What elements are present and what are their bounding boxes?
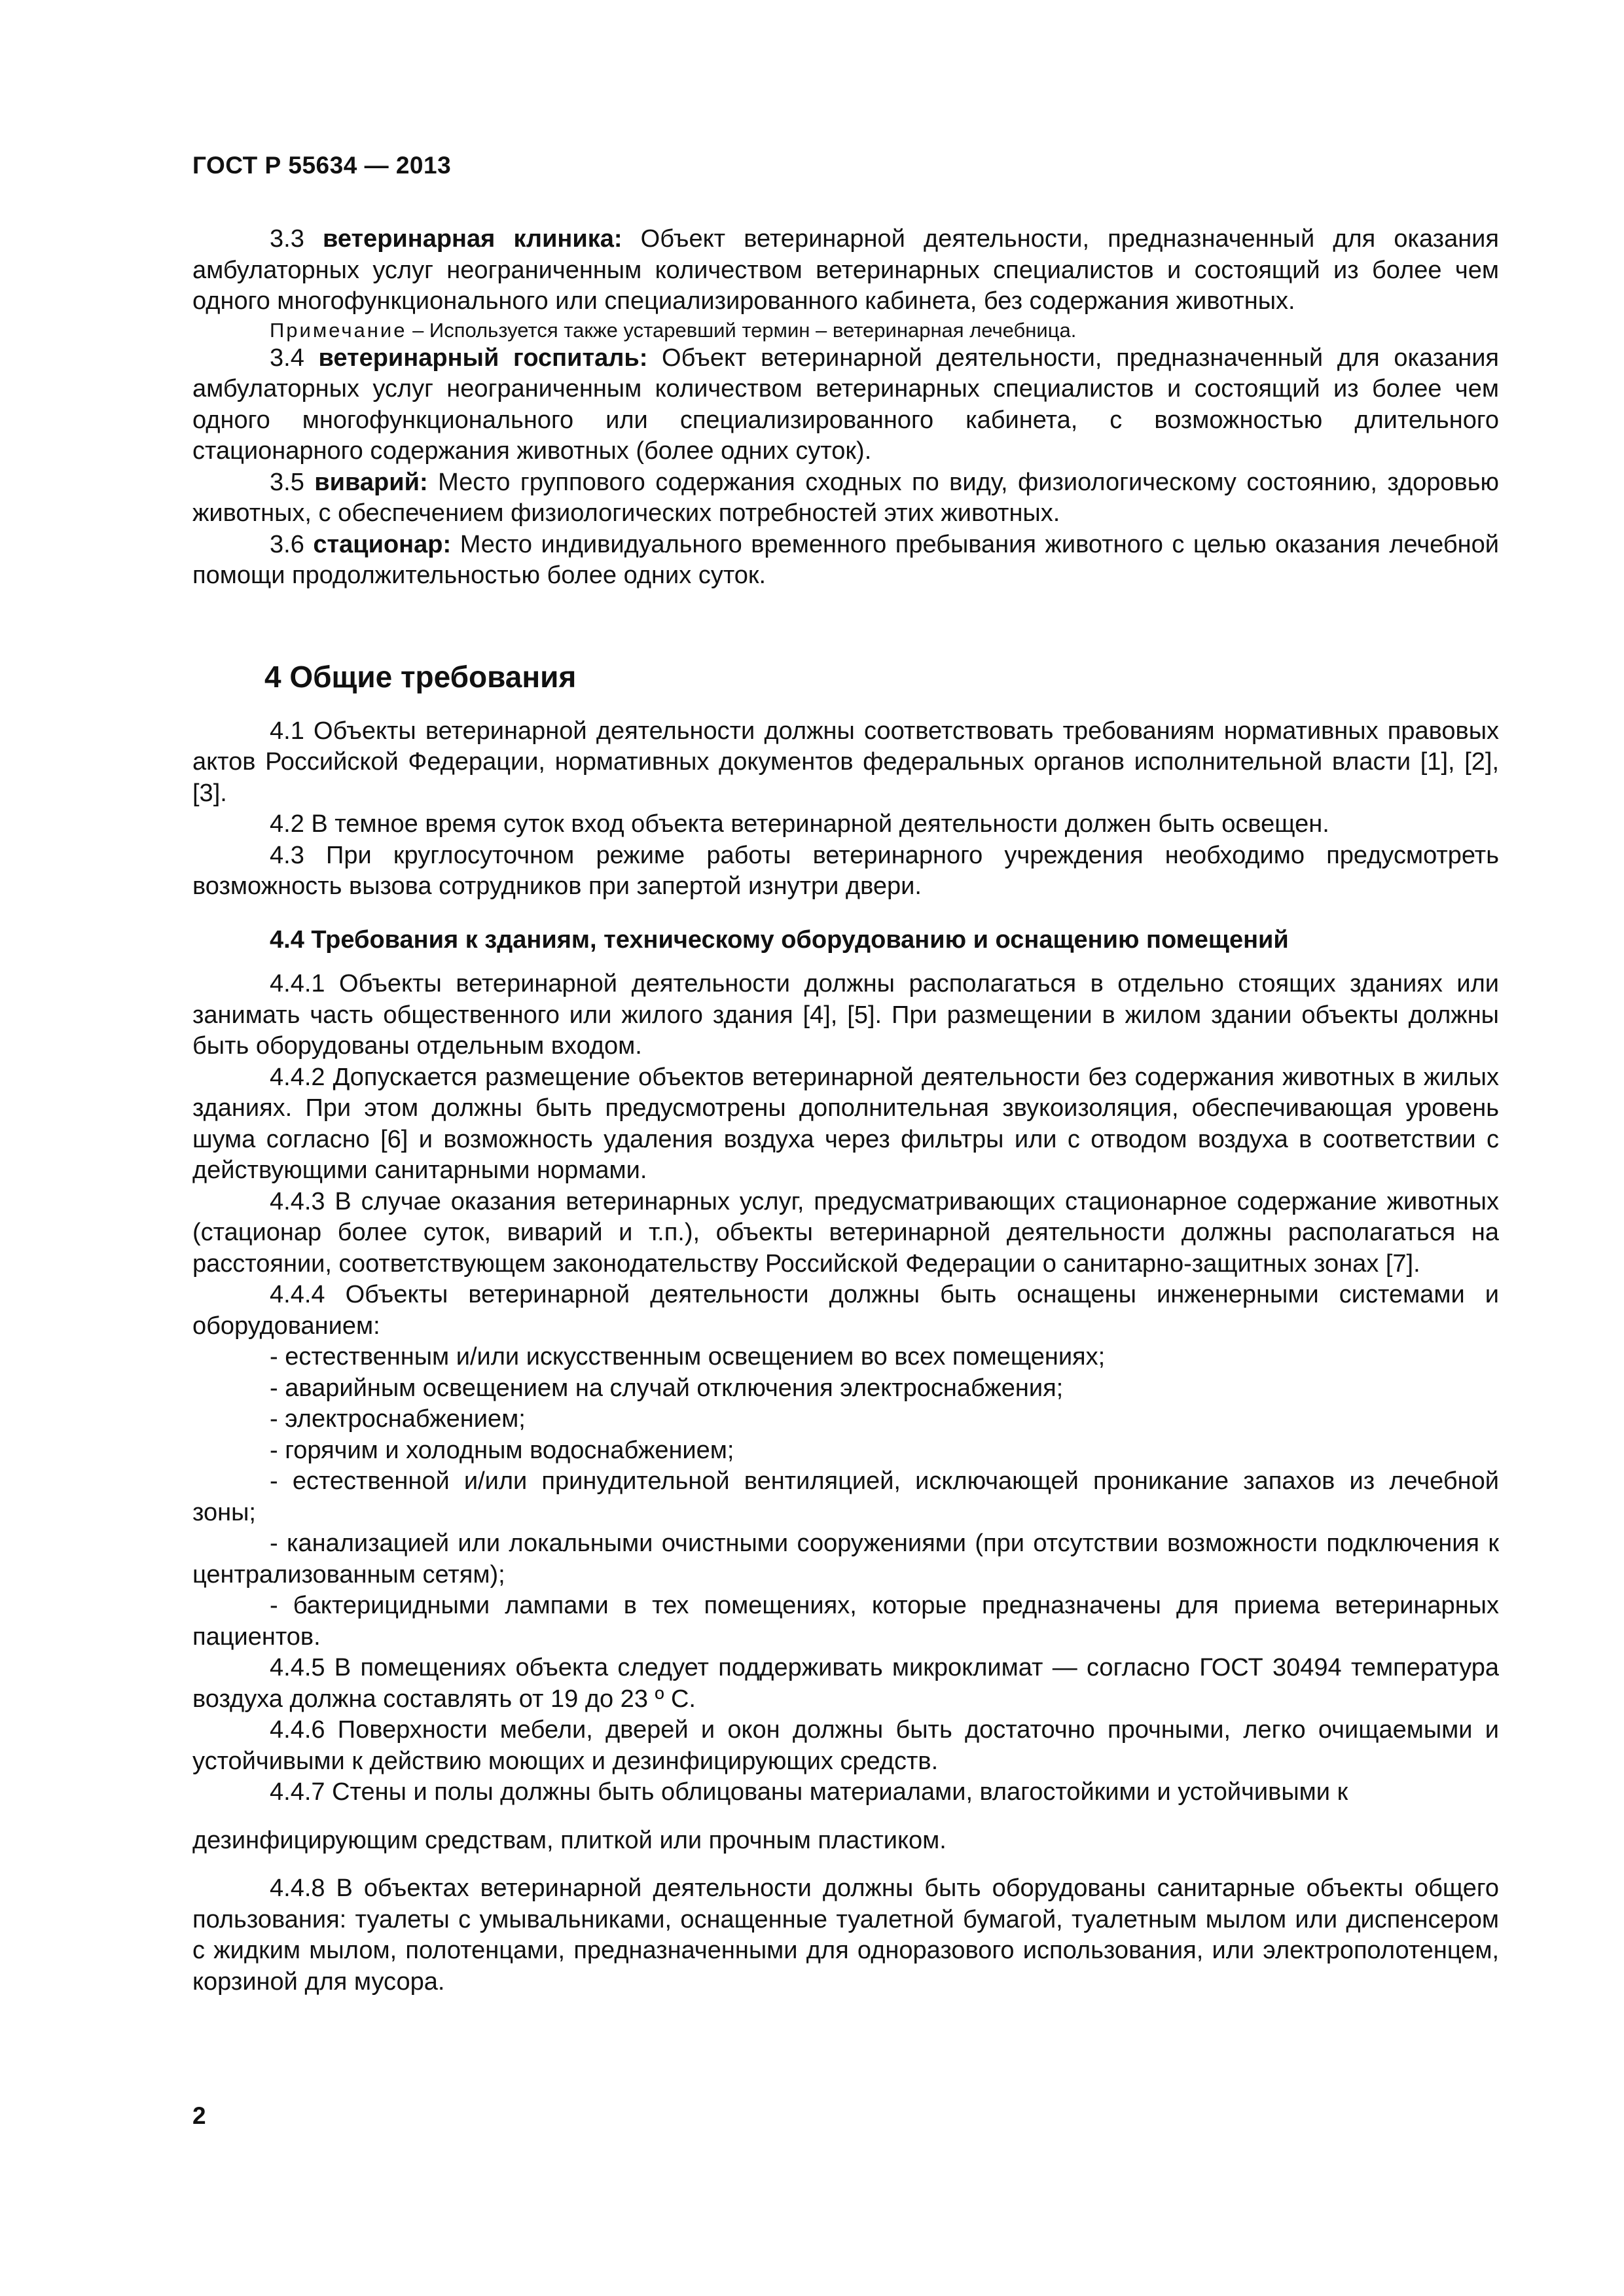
list-item: - горячим и холодным водоснабжением; [270,1436,734,1464]
definition-3-6 [192,529,1499,592]
definition-number: 3.4 [270,344,304,372]
definition-number: 3.5 [270,468,304,496]
subsection-4-4-title: 4.4 Требования к зданиям, техническому оборудованию и оснащению помещений [270,925,1289,954]
document-header: ГОСТ Р 55634 — 2013 [192,152,452,179]
document-body [192,224,1499,1998]
definition-term: ветеринарный госпиталь: [318,344,648,372]
list-item: - естественной и/или принудительной вентиляцией, исключающей проникание запахов из лечебной зоны; [192,1467,1499,1526]
definition-text: Объект ветеринарной деятельности, предназначенный для оказания амбулаторных услуг неограниченным количеством ветеринарных специалистов и состоящий из более чем одного многофункционального или специализированного кабинета, с возможностью длительного стационарного содержания животных (более одних суток). [192,344,1500,465]
definition-text: Место группового содержания сходных по виду, физиологическому состоянию, здоровью животных, с обеспечением физиологических потребностей этих животных. [192,468,1499,527]
note [192,317,1499,343]
definition-term: ветеринарная клиника: [322,225,623,253]
paragraph-4-1: 4.1 Объекты ветеринарной деятельности должны соответствовать требованиям нормативных правовых актов Российской Федерации, нормативных документов федеральных органов исполнительной власти [1], [2], [3]. [192,717,1499,807]
paragraph-4-3: 4.3 При круглосуточном режиме работы ветеринарного учреждения необходимо предусмотреть возможность вызова сотрудников при запертой изнутри двери. [192,841,1499,900]
page-number: 2 [192,2102,206,2129]
definition-3-3 [192,224,1499,317]
list-item: - аварийным освещением на случай отключения электроснабжения; [270,1374,1064,1402]
paragraph-4-4-2: 4.4.2 Допускается размещение объектов ветеринарной деятельности без содержания животных в жилых зданиях. При этом должны быть предусмотрены дополнительная звукоизоляция, обеспечивающая уровень шума согласно [6] и возможность удаления воздуха через фильтры или с отводом воздуха в соответствии с действующими санитарными нормами. [192,1063,1499,1184]
paragraph-4-4-8: 4.4.8 В объектах ветеринарной деятельности должны быть оборудованы санитарные объекты общего пользования: туалеты с умывальниками, оснащенные туалетной бумагой, туалетным мылом или диспенсером с жидким мылом, полотенцами, предназначенными для одноразового использования, или электрополотенцем, корзиной для мусора. [192,1874,1499,1996]
definition-3-4 [192,343,1499,467]
definition-3-5 [192,467,1499,529]
note-label: Примечание [270,318,407,342]
paragraph-4-4-5: 4.4.5 В помещениях объекта следует поддерживать микроклимат — согласно ГОСТ 30494 температура воздуха должна составлять от 19 до 23 º С. [192,1654,1499,1713]
list-item: - естественным и/или искусственным освещением во всех помещениях; [270,1343,1106,1371]
definition-term: стационар: [313,530,452,558]
paragraph-4-4-6: 4.4.6 Поверхности мебели, дверей и окон должны быть достаточно прочными, легко очищаемыми и устойчивыми к действию моющих и дезинфицирующих средств. [192,1716,1499,1775]
paragraph-4-4-1: 4.4.1 Объекты ветеринарной деятельности должны располагаться в отдельно стоящих зданиях или занимать часть общественного или жилого здания [4], [5]. При размещении в жилом здании объекты должны быть оборудованы отдельным входом. [192,970,1499,1060]
list-item: - канализацией или локальными очистными сооружениями (при отсутствии возможности подключения к централизованным сетям); [192,1530,1499,1588]
paragraph-4-4-7: 4.4.7 Стены и полы должны быть облицованы материалами, влагостойкими и устойчивыми к [270,1778,1348,1806]
definition-number: 3.6 [270,530,304,558]
note-text: – Используется также устаревший термин – ветеринарная лечебница. [412,318,1077,342]
paragraph-4-4-4: 4.4.4 Объекты ветеринарной деятельности должны быть оснащены инженерными системами и оборудованием: [192,1281,1499,1340]
definition-text: Место индивидуального временного пребывания животного с целью оказания лечебной помощи продолжительностью более одних суток. [192,530,1499,589]
definition-term: виварий: [314,468,428,496]
list-item: - электроснабжением; [270,1405,526,1433]
list-item: - бактерицидными лампами в тех помещениях, которые предназначены для приема ветеринарных пациентов. [192,1592,1499,1651]
definition-number: 3.3 [270,225,304,253]
paragraph-4-2: 4.2 В темное время суток вход объекта ветеринарной деятельности должен быть освещен. [270,810,1329,838]
paragraph-4-4-7-continued: дезинфицирующим средствам, плиткой или прочным пластиком. [192,1826,947,1854]
definition-text: Объект ветеринарной деятельности, предназначенный для оказания амбулаторных услуг неограниченным количеством ветеринарных специалистов и состоящий из более чем одного многофункционального или специализированного кабинета, без содержания животных. [192,225,1499,315]
paragraph-4-4-3: 4.4.3 В случае оказания ветеринарных услуг, предусматривающих стационарное содержание животных (стационар более суток, виварий и т.п.), объекты ветеринарной деятельности должны располагаться на расстоянии, соответствующем законодательству Российской Федерации о санитарно-защитных зонах [7]. [192,1187,1499,1278]
section-4-title: 4 Общие требования [264,659,577,694]
